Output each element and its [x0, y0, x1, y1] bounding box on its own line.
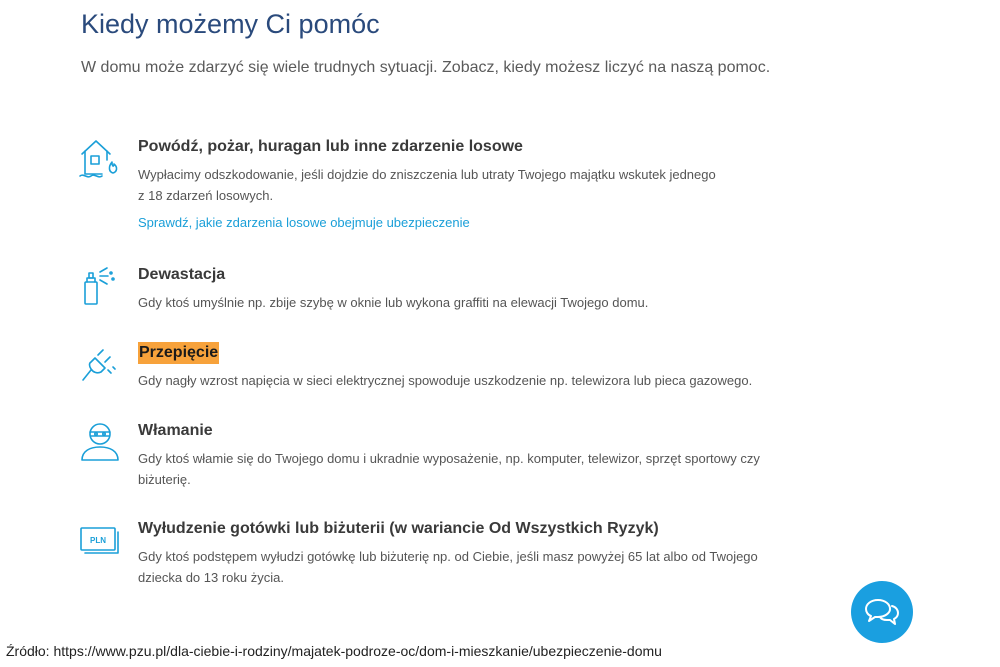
description-line: dziecka do 13 roku życia. [138, 570, 284, 585]
item-title: Dewastacja [138, 266, 226, 283]
chat-bubbles-icon [863, 596, 901, 628]
description-line: Gdy ktoś podstępem wyłudzi gotówkę lub biżuterię np. od Ciebie, jeśli masz powyżej 65 lat albo od Twojego [138, 549, 758, 564]
item-description [138, 292, 788, 313]
description-line: biżuterię. [138, 472, 191, 487]
source-caption: Źródło: https://www.pzu.pl/dla-ciebie-i-rodziny/majatek-podroze-oc/dom-i-mieszkanie/ubezpieczenie-domu [6, 643, 662, 659]
covered-events-link[interactable]: Sprawdź, jakie zdarzenia losowe obejmuje ubezpieczenie [138, 215, 470, 230]
page-title: Kiedy możemy Ci pomóc [81, 9, 380, 39]
description-line: Gdy nagły wzrost napięcia w sieci elektrycznej spowoduje uszkodzenie np. telewizora lub pieca gazowego. [138, 373, 753, 388]
pln-banknote-icon [78, 518, 122, 562]
pln-label: PLN [90, 536, 106, 545]
description-line: Gdy ktoś umyślnie np. zbije szybę w oknie lub wykona graffiti na elewacji Twojego domu. [138, 295, 649, 310]
electric-plug-icon [78, 342, 122, 386]
house-disaster-icon [78, 136, 122, 180]
item-description [138, 164, 788, 206]
page-subtitle: W domu może zdarzyć się wiele trudnych sytuacji. Zobacz, kiedy możesz liczyć na naszą pomoc. [81, 59, 771, 76]
item-description [138, 448, 788, 490]
description-line: Gdy ktoś włamie się do Twojego domu i ukradnie wyposażenie, np. komputer, telewizor, sprzęt sportowy czy [138, 451, 760, 466]
item-title: Włamanie [138, 422, 213, 439]
chat-button[interactable] [851, 581, 913, 643]
item-description [138, 370, 788, 391]
item-title: Wyłudzenie gotówki lub biżuterii (w wariancie Od Wszystkich Ryzyk) [138, 520, 659, 537]
description-line: z 18 zdarzeń losowych. [138, 188, 274, 203]
item-title: Przepięcie [138, 342, 219, 364]
spray-can-icon [78, 264, 122, 308]
burglar-icon [78, 420, 122, 464]
item-description [138, 546, 788, 588]
item-title: Powódź, pożar, huragan lub inne zdarzenie losowe [138, 138, 523, 155]
description-line: Wypłacimy odszkodowanie, jeśli dojdzie do zniszczenia lub utraty Twojego majątku wskutek jednego [138, 167, 716, 182]
